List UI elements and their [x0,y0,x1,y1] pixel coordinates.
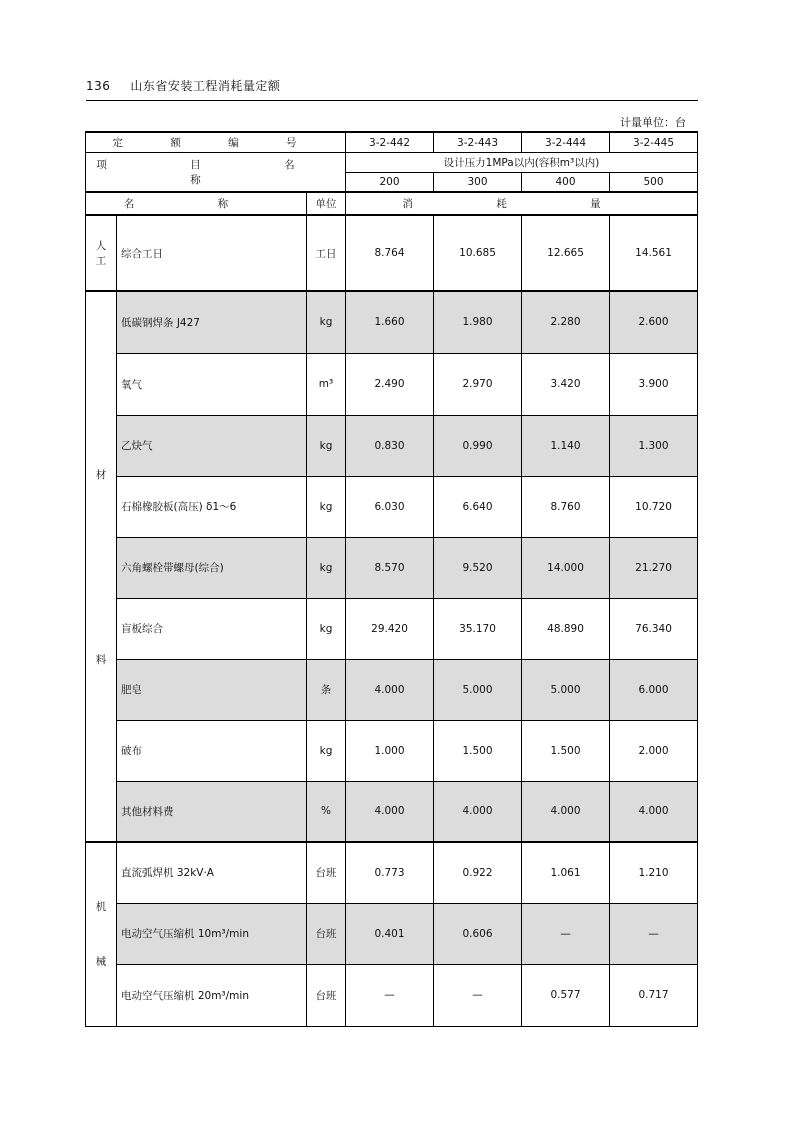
row-name: 综合工日 [117,215,307,291]
machine-row [86,964,698,1026]
row-value: 1.500 [522,720,610,781]
row-value: 5.000 [434,659,522,720]
row-value: 10.720 [610,476,698,537]
material-row [86,353,698,415]
row-value: — [522,903,610,964]
row-value: 0.830 [346,415,434,476]
row-unit: 条 [307,659,346,720]
material-row [86,415,698,476]
row-value: 2.600 [610,291,698,353]
row-value: 0.990 [434,415,522,476]
group-row [86,153,698,173]
row-value: 1.660 [346,291,434,353]
machine-row [86,903,698,964]
labor-row [86,215,698,291]
section-material [86,291,117,842]
row-value: 21.270 [610,537,698,598]
unit-note: 计量单位：台 [620,116,686,129]
section-machine [86,842,117,1026]
row-value: 48.890 [522,598,610,659]
row-value: 14.561 [610,215,698,291]
item-label: 项 目 名 称 [86,153,346,193]
row-value: 0.606 [434,903,522,964]
capacity-cell: 300 [434,173,522,193]
row-value: 4.000 [346,659,434,720]
code-cell: 3-2-442 [346,132,434,153]
row-value: 35.170 [434,598,522,659]
machine-row [86,842,698,903]
row-name: 六角螺栓带螺母(综合) [117,537,307,598]
material-row [86,291,698,353]
section-material-1: 材 [95,468,107,481]
book-title: 山东省安装工程消耗量定额 [130,79,281,93]
code-cell: 3-2-444 [522,132,610,153]
row-value: 2.000 [610,720,698,781]
row-name: 低碳钢焊条 J427 [117,291,307,353]
row-value: 4.000 [610,781,698,842]
section-machine-2: 械 [95,956,107,969]
row-value: 6.640 [434,476,522,537]
section-material-2: 料 [95,653,107,666]
row-value: 4.000 [434,781,522,842]
row-name: 其他材料费 [117,781,307,842]
row-value: 0.577 [522,964,610,1026]
section-machine-1: 机 [95,901,107,914]
section-labor: 人工 [86,215,117,291]
quota-table [85,131,698,1027]
row-value: 2.490 [346,353,434,415]
material-row [86,537,698,598]
row-value: 1.061 [522,842,610,903]
row-value: 3.900 [610,353,698,415]
row-value: 1.000 [346,720,434,781]
row-name: 直流弧焊机 32kV·A [117,842,307,903]
row-value: 2.970 [434,353,522,415]
material-row [86,598,698,659]
row-unit: kg [307,720,346,781]
material-row [86,659,698,720]
row-unit: kg [307,598,346,659]
row-value: — [610,903,698,964]
row-value: 12.665 [522,215,610,291]
row-value: 14.000 [522,537,610,598]
row-value: 0.922 [434,842,522,903]
row-unit: 台班 [307,964,346,1026]
page-number: 136 [86,79,111,93]
unit-col-title: 单位 [307,192,346,215]
row-unit: kg [307,415,346,476]
code-label: 定 额 编 号 [86,132,346,153]
row-value: 6.000 [610,659,698,720]
capacity-cell: 500 [610,173,698,193]
row-value: 8.570 [346,537,434,598]
code-cell: 3-2-443 [434,132,522,153]
consumption-title: 消 耗 量 [346,192,698,215]
row-value: 0.717 [610,964,698,1026]
row-unit: kg [307,291,346,353]
material-row [86,476,698,537]
row-value: — [346,964,434,1026]
row-value: 10.685 [434,215,522,291]
row-value: 76.340 [610,598,698,659]
row-name: 电动空气压缩机 10m³/min [117,903,307,964]
code-cell: 3-2-445 [610,132,698,153]
capacity-cell: 400 [522,173,610,193]
row-value: 4.000 [522,781,610,842]
row-name: 电动空气压缩机 20m³/min [117,964,307,1026]
header-rule [86,100,698,101]
row-value: 1.500 [434,720,522,781]
row-unit: 工日 [307,215,346,291]
page-header [86,77,280,94]
row-name: 肥皂 [117,659,307,720]
capacity-cell: 200 [346,173,434,193]
row-value: 8.760 [522,476,610,537]
row-name: 破布 [117,720,307,781]
row-name: 石棉橡胶板(高压) δ1～6 [117,476,307,537]
row-value: 8.764 [346,215,434,291]
row-unit: 台班 [307,903,346,964]
name-col-title: 名 称 [86,192,307,215]
row-value: 6.030 [346,476,434,537]
row-value: 1.210 [610,842,698,903]
row-unit: m³ [307,353,346,415]
row-value: 2.280 [522,291,610,353]
column-title-row [86,192,698,215]
row-value: 4.000 [346,781,434,842]
row-name: 氧气 [117,353,307,415]
row-unit: kg [307,537,346,598]
row-unit: % [307,781,346,842]
row-unit: 台班 [307,842,346,903]
row-value: 0.773 [346,842,434,903]
row-value: 1.140 [522,415,610,476]
row-name: 乙炔气 [117,415,307,476]
row-name: 盲板综合 [117,598,307,659]
row-value: 29.420 [346,598,434,659]
row-value: 0.401 [346,903,434,964]
material-row [86,720,698,781]
row-value: — [434,964,522,1026]
row-value: 1.980 [434,291,522,353]
row-value: 5.000 [522,659,610,720]
row-value: 3.420 [522,353,610,415]
row-value: 1.300 [610,415,698,476]
code-row [86,132,698,153]
group-label: 设计压力1MPa以内(容积m³以内) [346,153,698,173]
row-unit: kg [307,476,346,537]
row-value: 9.520 [434,537,522,598]
material-row [86,781,698,842]
